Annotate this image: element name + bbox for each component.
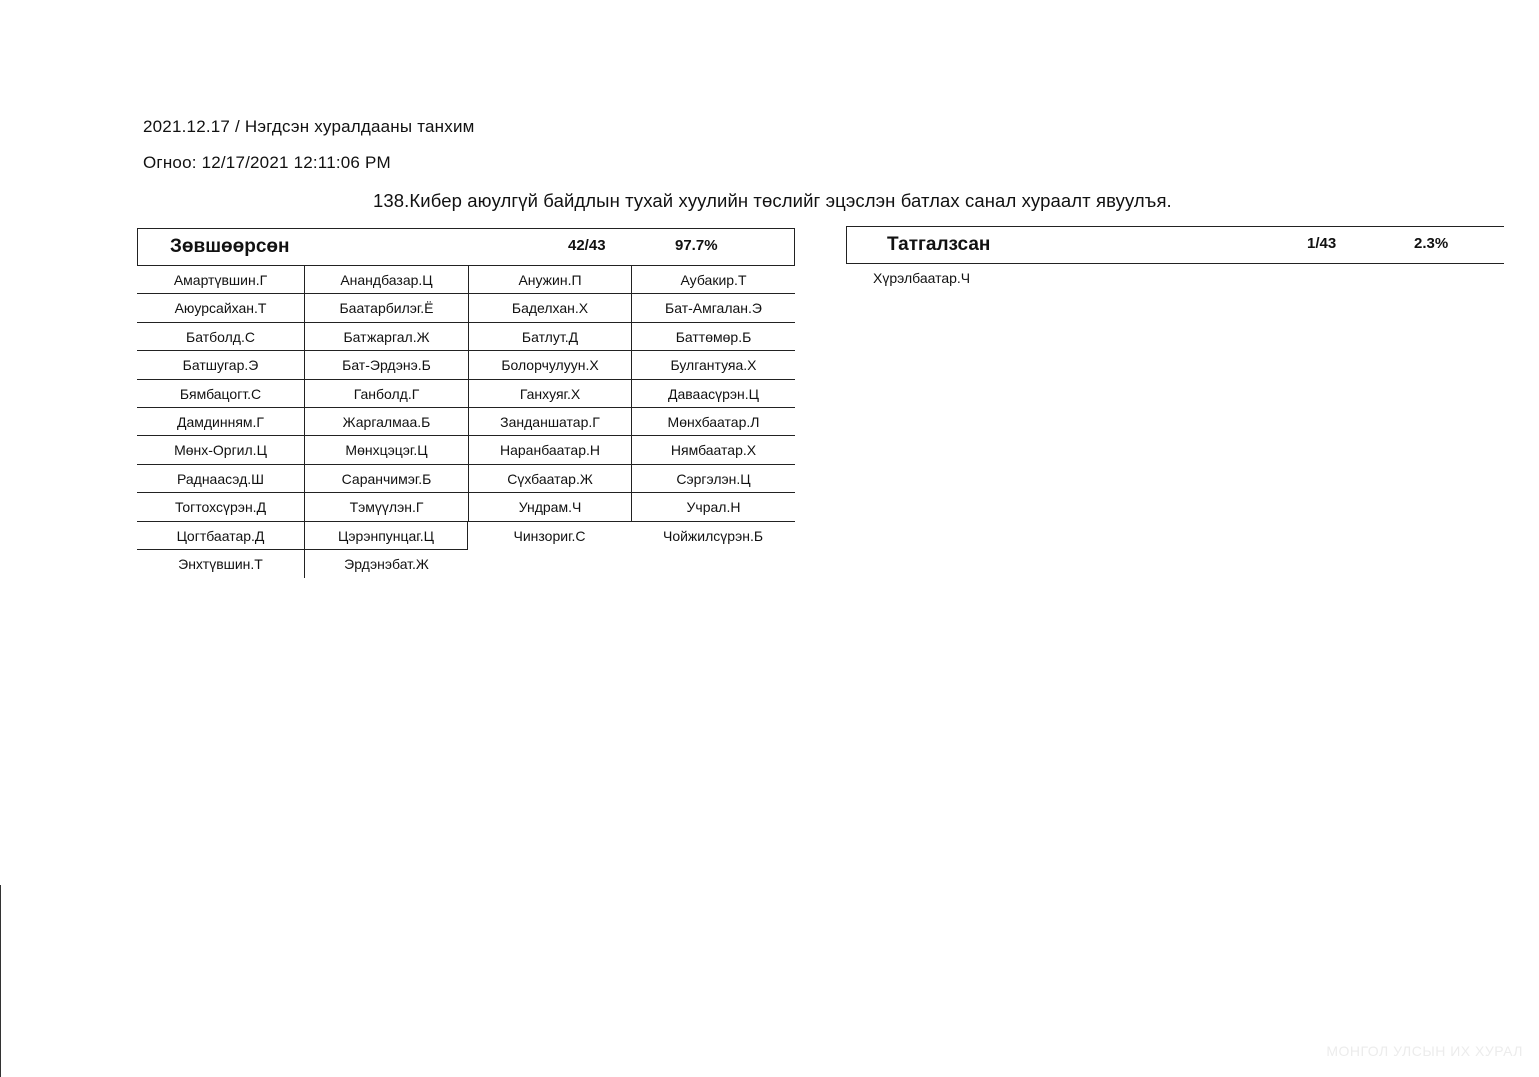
table-row — [137, 351, 795, 379]
approved-percent: 97.7% — [675, 237, 718, 254]
vote-date-line: Огноо: 12/17/2021 12:11:06 PM — [143, 153, 391, 172]
member-name-cell — [631, 550, 795, 578]
member-name-cell: Анужин.П — [468, 266, 631, 294]
member-name-cell: Саранчимэг.Б — [304, 465, 468, 493]
member-name-cell: Болорчулуун.Х — [468, 351, 631, 379]
member-name-cell: Наранбаатар.Н — [468, 436, 631, 464]
approved-names-table — [137, 266, 795, 578]
table-row — [137, 550, 795, 578]
approved-count: 42/43 — [568, 237, 606, 254]
table-row — [137, 380, 795, 408]
member-name-cell: Мөнх-Оргил.Ц — [137, 436, 304, 464]
member-name-cell: Чинзориг.С — [513, 527, 586, 544]
member-name-cell: Раднаасэд.Ш — [137, 465, 304, 493]
rejected-count: 1/43 — [1307, 235, 1337, 252]
member-name-cell: Бат-Амгалан.Э — [631, 294, 795, 322]
member-name-cell: Энхтүвшин.Т — [178, 555, 263, 572]
member-name-cell: Баатарбилэг.Ё — [304, 294, 468, 322]
member-name-cell: Амартүвшин.Г — [137, 266, 304, 294]
member-name-cell: Бямбацогт.С — [137, 380, 304, 408]
member-name-cell: Эрдэнэбат.Ж — [304, 550, 468, 578]
rejected-member-name: Хүрэлбаатар.Ч — [873, 270, 971, 286]
member-name-cell: Дамдинням.Г — [137, 408, 304, 436]
approved-header — [137, 228, 795, 266]
member-name-cell: Мөнхцэцэг.Ц — [304, 436, 468, 464]
watermark: МОНГОЛ УЛСЫН ИХ ХУРАЛ — [1326, 1043, 1523, 1059]
scan-edge-line — [0, 885, 1, 1077]
member-name-cell: Сэргэлэн.Ц — [631, 465, 795, 493]
rejected-label: Татгалзсан — [887, 234, 991, 255]
member-name-cell: Бат-Эрдэнэ.Б — [304, 351, 468, 379]
member-name-cell: Батболд.С — [137, 323, 304, 351]
member-name-cell — [468, 550, 631, 578]
member-name-cell: Цэрэнпунцаг.Ц — [304, 522, 468, 550]
vote-title: 138.Кибер аюулгүй байдлын тухай хуулийн төслийг эцэслэн батлах санал хураалт явуулъя. — [373, 190, 1172, 211]
member-name-cell: Баттөмөр.Б — [631, 323, 795, 351]
member-name-cell: Булгантуяа.Х — [631, 351, 795, 379]
member-name-cell: Ганболд.Г — [304, 380, 468, 408]
member-name-cell: Цогтбаатар.Д — [137, 522, 304, 550]
member-name-cell: Батлут.Д — [468, 323, 631, 351]
member-name-cell: Даваасүрэн.Ц — [631, 380, 795, 408]
member-name-cell: Мөнхбаатар.Л — [631, 408, 795, 436]
member-name-cell: Батжаргал.Ж — [304, 323, 468, 351]
member-name-cell: Учрал.Н — [631, 493, 795, 521]
member-name-cell: Чойжилсүрэн.Б — [662, 527, 764, 544]
member-name-cell: Баделхан.Х — [468, 294, 631, 322]
member-name-cell: Анандбазар.Ц — [304, 266, 468, 294]
member-name-cell: Жаргалмаа.Б — [304, 408, 468, 436]
table-row — [137, 522, 795, 550]
member-name-cell: Батшугар.Э — [137, 351, 304, 379]
table-row — [137, 436, 795, 464]
member-name-cell: Тэмүүлэн.Г — [304, 493, 468, 521]
member-name-cell: Занданшатар.Г — [468, 408, 631, 436]
table-row — [137, 408, 795, 436]
member-name-cell: Ундрам.Ч — [468, 493, 631, 521]
table-row — [137, 323, 795, 351]
member-name-cell: Сүхбаатар.Ж — [468, 465, 631, 493]
table-row — [137, 266, 795, 294]
table-row — [137, 493, 795, 521]
member-name-cell: Аубакир.Т — [631, 266, 795, 294]
member-name-cell: Аюурсайхан.Т — [137, 294, 304, 322]
member-name-cell: Нямбаатар.Х — [631, 436, 795, 464]
table-row — [137, 465, 795, 493]
session-header-line: 2021.12.17 / Нэгдсэн хуралдааны танхим — [143, 117, 475, 136]
table-row — [137, 294, 795, 322]
member-name-cell: Тогтохсүрэн.Д — [137, 493, 304, 521]
approved-label: Зөвшөөрсөн — [170, 236, 290, 257]
member-name-cell: Ганхуяг.Х — [468, 380, 631, 408]
rejected-percent: 2.3% — [1414, 235, 1449, 252]
rejected-header — [846, 226, 1504, 264]
